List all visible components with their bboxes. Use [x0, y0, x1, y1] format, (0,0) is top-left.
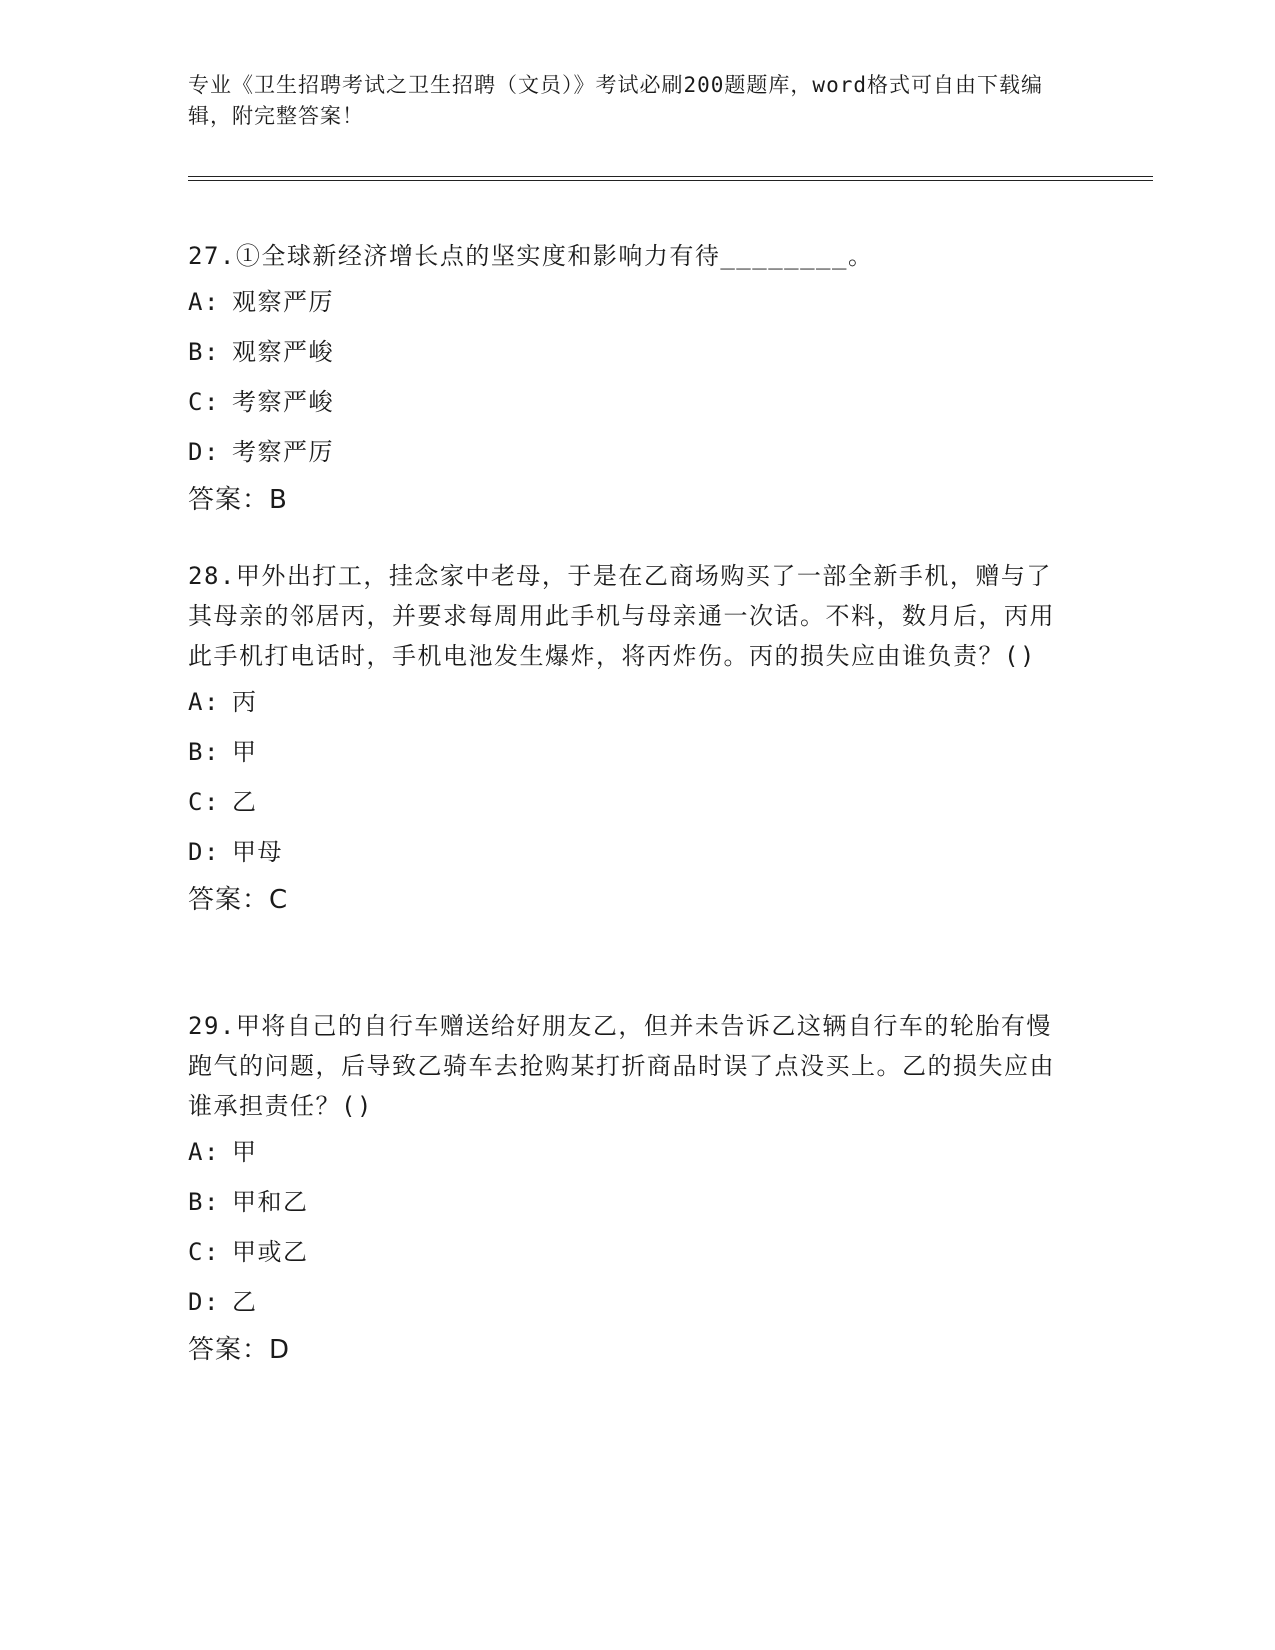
document-header: 专业《卫生招聘考试之卫生招聘（文员）》考试必刷200题题库，word格式可自由下载编辑，附完整答案！: [188, 73, 1043, 128]
question-27: [188, 236, 1068, 520]
option-key: B:: [188, 1188, 220, 1216]
option-key: A:: [188, 1138, 220, 1166]
option-key: C:: [188, 388, 220, 416]
option-text: 甲: [232, 1138, 258, 1166]
option-key: C:: [188, 1238, 220, 1266]
option-text: 乙: [232, 1288, 258, 1316]
option-a: [188, 282, 1068, 328]
option-text: 甲或乙: [232, 1238, 309, 1266]
option-b: [188, 1182, 1068, 1228]
option-text: 甲和乙: [232, 1188, 309, 1216]
answer-line: 答案：C: [188, 885, 289, 915]
question-29: [188, 1006, 1068, 1370]
option-text: 甲: [232, 738, 258, 766]
option-key: B:: [188, 338, 220, 366]
option-text: 乙: [232, 788, 258, 816]
option-text: 甲母: [232, 838, 283, 866]
option-c: [188, 382, 1068, 428]
option-a: [188, 682, 1068, 728]
option-key: C:: [188, 788, 220, 816]
option-d: [188, 832, 1068, 878]
question-28: [188, 556, 1068, 920]
option-key: D:: [188, 838, 220, 866]
option-key: A:: [188, 688, 220, 716]
option-key: B:: [188, 738, 220, 766]
question-stem: 29.甲将自己的自行车赠送给好朋友乙，但并未告诉乙这辆自行车的轮胎有慢跑气的问题，后导致乙骑车去抢购某打折商品时误了点没买上。乙的损失应由谁承担责任？(): [188, 1012, 1055, 1120]
option-text: 考察严峻: [232, 388, 334, 416]
option-a: [188, 1132, 1068, 1178]
option-c: [188, 1232, 1068, 1278]
option-b: [188, 732, 1068, 778]
option-key: D:: [188, 438, 220, 466]
question-stem: 28.甲外出打工，挂念家中老母，于是在乙商场购买了一部全新手机，赠与了其母亲的邻居丙，并要求每周用此手机与母亲通一次话。不料，数月后，丙用此手机打电话时，手机电池发生爆炸，将丙炸伤。丙的损失应由谁负责？(): [188, 562, 1055, 670]
answer-line: 答案：B: [188, 485, 288, 515]
option-d: [188, 432, 1068, 478]
option-text: 考察严厉: [232, 438, 334, 466]
header-divider-top: [188, 176, 1153, 177]
option-text: 丙: [232, 688, 258, 716]
option-b: [188, 332, 1068, 378]
option-d: [188, 1282, 1068, 1328]
option-text: 观察严厉: [232, 288, 334, 316]
option-key: D:: [188, 1288, 220, 1316]
header-divider-bottom: [188, 180, 1153, 181]
answer-line: 答案：D: [188, 1335, 291, 1365]
option-key: A:: [188, 288, 220, 316]
option-text: 观察严峻: [232, 338, 334, 366]
option-c: [188, 782, 1068, 828]
question-stem: 27.①全球新经济增长点的坚实度和影响力有待________。: [188, 242, 874, 270]
